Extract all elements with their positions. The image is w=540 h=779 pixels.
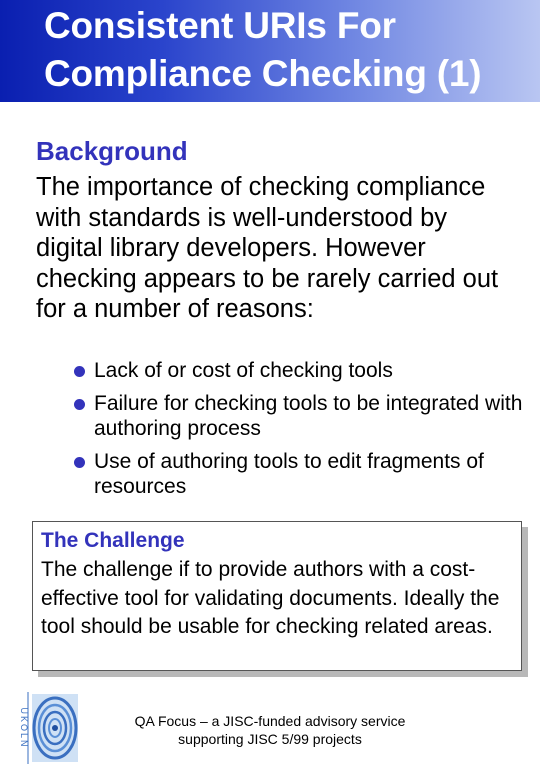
slide-title-line-2: Compliance Checking (1)	[44, 53, 482, 94]
footer-line-2: supporting JISC 5/99 projects	[178, 731, 362, 747]
logo-text: UKOLN	[19, 707, 29, 749]
footer-text	[90, 712, 450, 748]
list-item-text: Lack of or cost of checking tools	[94, 359, 393, 382]
challenge-box	[32, 521, 522, 671]
slide-header	[0, 0, 540, 102]
list-item	[72, 449, 532, 499]
challenge-body: The challenge if to provide authors with a cost-effective tool for validating documents. Ideally the tool should be usable for checking related areas.	[41, 558, 500, 638]
list-item-text: Use of authoring tools to edit fragments of resources	[94, 450, 484, 498]
list-item	[72, 358, 532, 383]
reasons-list	[72, 358, 532, 507]
bullet-dot-icon	[74, 366, 85, 377]
bullet-dot-icon	[74, 399, 85, 410]
background-intro: The importance of checking compliance with standards is well-understood by digital library developers. However checking appears to be rarely carried out for a number of reasons:	[36, 173, 499, 323]
slide-title-line-1: Consistent URIs For	[44, 5, 396, 46]
challenge-title: The Challenge	[41, 529, 185, 552]
footer-line-1: QA Focus – a JISC-funded advisory service	[134, 713, 406, 729]
ukoln-eye-logo-icon	[14, 688, 80, 768]
list-item	[72, 391, 532, 441]
background-heading: Background	[36, 136, 188, 166]
bullet-dot-icon	[74, 457, 85, 468]
slide-title	[44, 2, 540, 98]
list-item-text: Failure for checking tools to be integrated with authoring process	[94, 392, 523, 440]
